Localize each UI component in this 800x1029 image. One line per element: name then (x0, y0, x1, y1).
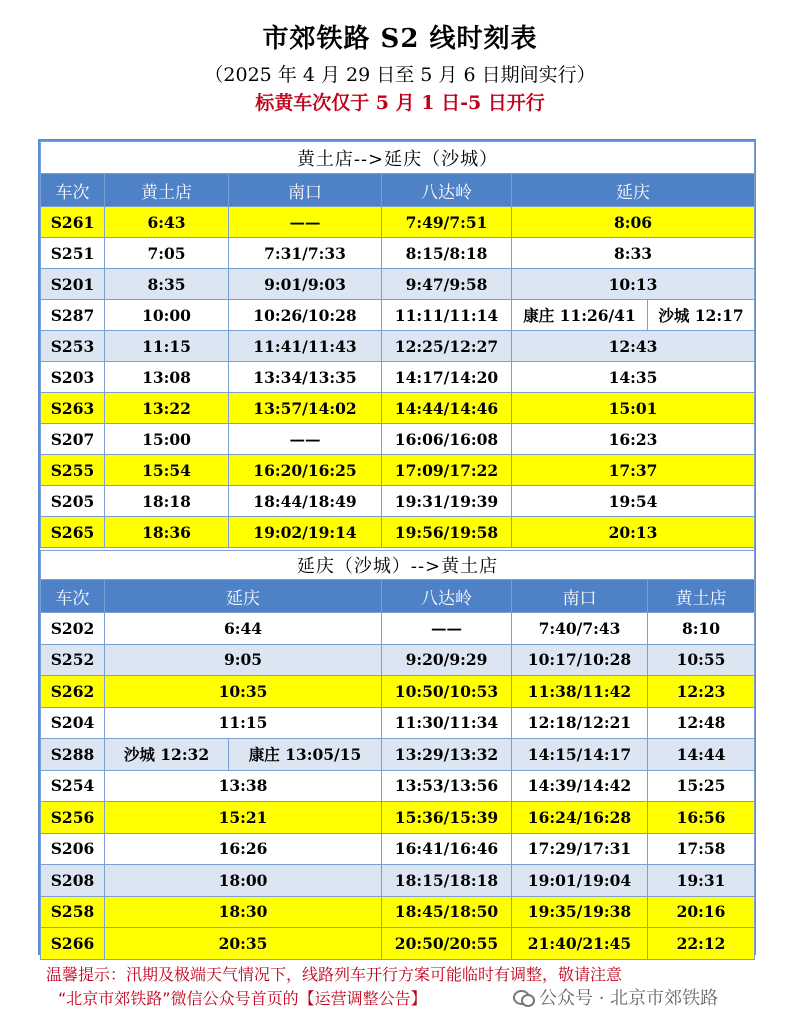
time-cell: 15:01 (512, 393, 755, 424)
table-row (41, 393, 755, 424)
train-number: S253 (41, 331, 105, 362)
time-cell: 11:41/11:43 (229, 331, 382, 362)
train-number: S252 (41, 644, 105, 676)
time-cell: 9:47/9:58 (382, 269, 512, 300)
time-cell: 13:08 (105, 362, 229, 393)
column-header: 延庆 (105, 580, 382, 613)
time-cell: 17:58 (648, 833, 755, 865)
time-cell: 14:44/14:46 (382, 393, 512, 424)
train-number: S254 (41, 770, 105, 802)
time-cell: 17:09/17:22 (382, 455, 512, 486)
table-row (41, 517, 755, 548)
direction-label: 延庆（沙城）-->黄土店 (41, 551, 755, 580)
table-row (41, 707, 755, 739)
time-cell: 10:00 (105, 300, 229, 331)
time-cell: 15:00 (105, 424, 229, 455)
table-row (41, 331, 755, 362)
column-header: 车次 (41, 174, 105, 207)
train-number: S265 (41, 517, 105, 548)
time-cell: 18:44/18:49 (229, 486, 382, 517)
time-cell: 17:37 (512, 455, 755, 486)
table-row (41, 424, 755, 455)
train-number: S262 (41, 676, 105, 708)
table-row (41, 770, 755, 802)
time-cell: 沙城 12:17 (648, 300, 755, 331)
column-header: 车次 (41, 580, 105, 613)
time-cell: —— (229, 424, 382, 455)
time-cell: 11:15 (105, 331, 229, 362)
footer-tip-source: “北京市郊铁路”微信公众号首页的【运营调整公告】 (58, 989, 427, 1008)
direction-label: 黄土店-->延庆（沙城） (41, 142, 755, 174)
time-cell: 10:26/10:28 (229, 300, 382, 331)
time-cell: 16:20/16:25 (229, 455, 382, 486)
table-row (41, 455, 755, 486)
train-number: S256 (41, 802, 105, 834)
time-cell: 13:34/13:35 (229, 362, 382, 393)
header-row (41, 580, 755, 613)
column-header: 南口 (229, 174, 382, 207)
direction-row (41, 142, 755, 174)
watermark-text: 公众号 · 北京市郊铁路 (539, 988, 719, 1009)
time-cell: 6:44 (105, 613, 382, 645)
train-number: S205 (41, 486, 105, 517)
time-cell: 14:15/14:17 (512, 739, 648, 771)
column-header: 南口 (512, 580, 648, 613)
time-cell: 14:39/14:42 (512, 770, 648, 802)
train-number: S207 (41, 424, 105, 455)
train-number: S203 (41, 362, 105, 393)
time-cell: 15:54 (105, 455, 229, 486)
column-header: 黄土店 (105, 174, 229, 207)
time-cell: 12:48 (648, 707, 755, 739)
time-cell: 14:35 (512, 362, 755, 393)
yellow-notice: 标黄车次仅于 5 月 1 日-5 日开行 (255, 92, 545, 114)
table-row (41, 269, 755, 300)
time-cell: 沙城 12:32 (105, 739, 229, 771)
outbound-table (40, 141, 755, 548)
header-row (41, 174, 755, 207)
train-number: S206 (41, 833, 105, 865)
time-cell: 10:50/10:53 (382, 676, 512, 708)
time-cell: 7:05 (105, 238, 229, 269)
time-cell: 19:02/19:14 (229, 517, 382, 548)
column-header: 八达岭 (382, 580, 512, 613)
train-number: S288 (41, 739, 105, 771)
time-cell: 7:49/7:51 (382, 207, 512, 238)
time-cell: 19:54 (512, 486, 755, 517)
time-cell: 11:30/11:34 (382, 707, 512, 739)
time-cell: —— (382, 613, 512, 645)
table-row (41, 739, 755, 771)
time-cell: 16:23 (512, 424, 755, 455)
train-number: S261 (41, 207, 105, 238)
footer-tip: 温馨提示：汛期及极端天气情况下，线路列车开行方案可能临时有调整，敬请注意 (46, 965, 623, 984)
time-cell: 16:26 (105, 833, 382, 865)
table-row (41, 833, 755, 865)
time-cell: 13:57/14:02 (229, 393, 382, 424)
time-cell: 14:44 (648, 739, 755, 771)
time-cell: 18:36 (105, 517, 229, 548)
time-cell: 9:20/9:29 (382, 644, 512, 676)
table-row (41, 362, 755, 393)
time-cell: 11:11/11:14 (382, 300, 512, 331)
train-number: S204 (41, 707, 105, 739)
time-cell: 12:18/12:21 (512, 707, 648, 739)
time-cell: 20:50/20:55 (382, 928, 512, 960)
table-row (41, 865, 755, 897)
validity-period: （2025 年 4 月 29 日至 5 月 6 日期间实行） (204, 64, 596, 86)
time-cell: 8:06 (512, 207, 755, 238)
time-cell: 19:35/19:38 (512, 896, 648, 928)
table-row (41, 486, 755, 517)
inbound-table (40, 550, 755, 960)
time-cell: 16:06/16:08 (382, 424, 512, 455)
column-header: 八达岭 (382, 174, 512, 207)
time-cell: 9:01/9:03 (229, 269, 382, 300)
time-cell: 8:33 (512, 238, 755, 269)
time-cell: 19:31 (648, 865, 755, 897)
time-cell: 20:16 (648, 896, 755, 928)
watermark (513, 984, 718, 1010)
time-cell: 康庄 13:05/15 (229, 739, 382, 771)
wechat-icon (513, 988, 533, 1006)
train-number: S255 (41, 455, 105, 486)
page-title: 市郊铁路 S2 线时刻表 (262, 24, 538, 54)
time-cell: 8:10 (648, 613, 755, 645)
time-cell: 7:31/7:33 (229, 238, 382, 269)
time-cell: 21:40/21:45 (512, 928, 648, 960)
train-number: S258 (41, 896, 105, 928)
time-cell: 13:29/13:32 (382, 739, 512, 771)
time-cell: 19:31/19:39 (382, 486, 512, 517)
train-number: S202 (41, 613, 105, 645)
time-cell: 17:29/17:31 (512, 833, 648, 865)
time-cell: 9:05 (105, 644, 382, 676)
time-cell: 18:45/18:50 (382, 896, 512, 928)
time-cell: —— (229, 207, 382, 238)
time-cell: 7:40/7:43 (512, 613, 648, 645)
time-cell: 12:43 (512, 331, 755, 362)
time-cell: 康庄 11:26/41 (512, 300, 648, 331)
time-cell: 18:18 (105, 486, 229, 517)
time-cell: 16:41/16:46 (382, 833, 512, 865)
time-cell: 18:30 (105, 896, 382, 928)
time-cell: 22:12 (648, 928, 755, 960)
column-header: 延庆 (512, 174, 755, 207)
time-cell: 12:23 (648, 676, 755, 708)
time-cell: 20:13 (512, 517, 755, 548)
time-cell: 14:17/14:20 (382, 362, 512, 393)
table-row (41, 644, 755, 676)
time-cell: 10:13 (512, 269, 755, 300)
train-number: S263 (41, 393, 105, 424)
train-number: S251 (41, 238, 105, 269)
time-cell: 13:53/13:56 (382, 770, 512, 802)
time-cell: 16:24/16:28 (512, 802, 648, 834)
train-number: S208 (41, 865, 105, 897)
time-cell: 11:38/11:42 (512, 676, 648, 708)
train-number: S266 (41, 928, 105, 960)
time-cell: 8:15/8:18 (382, 238, 512, 269)
table-row (41, 238, 755, 269)
table-row (41, 207, 755, 238)
train-number: S201 (41, 269, 105, 300)
time-cell: 15:25 (648, 770, 755, 802)
time-cell: 19:56/19:58 (382, 517, 512, 548)
time-cell: 10:17/10:28 (512, 644, 648, 676)
table-row (41, 896, 755, 928)
time-cell: 10:35 (105, 676, 382, 708)
time-cell: 13:38 (105, 770, 382, 802)
table-row (41, 613, 755, 645)
time-cell: 13:22 (105, 393, 229, 424)
time-cell: 6:43 (105, 207, 229, 238)
time-cell: 20:35 (105, 928, 382, 960)
time-cell: 18:00 (105, 865, 382, 897)
table-row (41, 300, 755, 331)
table-row (41, 928, 755, 960)
table-row (41, 676, 755, 708)
time-cell: 10:55 (648, 644, 755, 676)
time-cell: 18:15/18:18 (382, 865, 512, 897)
time-cell: 16:56 (648, 802, 755, 834)
time-cell: 8:35 (105, 269, 229, 300)
time-cell: 11:15 (105, 707, 382, 739)
time-cell: 12:25/12:27 (382, 331, 512, 362)
time-cell: 15:36/15:39 (382, 802, 512, 834)
column-header: 黄土店 (648, 580, 755, 613)
time-cell: 15:21 (105, 802, 382, 834)
direction-row (41, 551, 755, 580)
table-row (41, 802, 755, 834)
train-number: S287 (41, 300, 105, 331)
time-cell: 19:01/19:04 (512, 865, 648, 897)
